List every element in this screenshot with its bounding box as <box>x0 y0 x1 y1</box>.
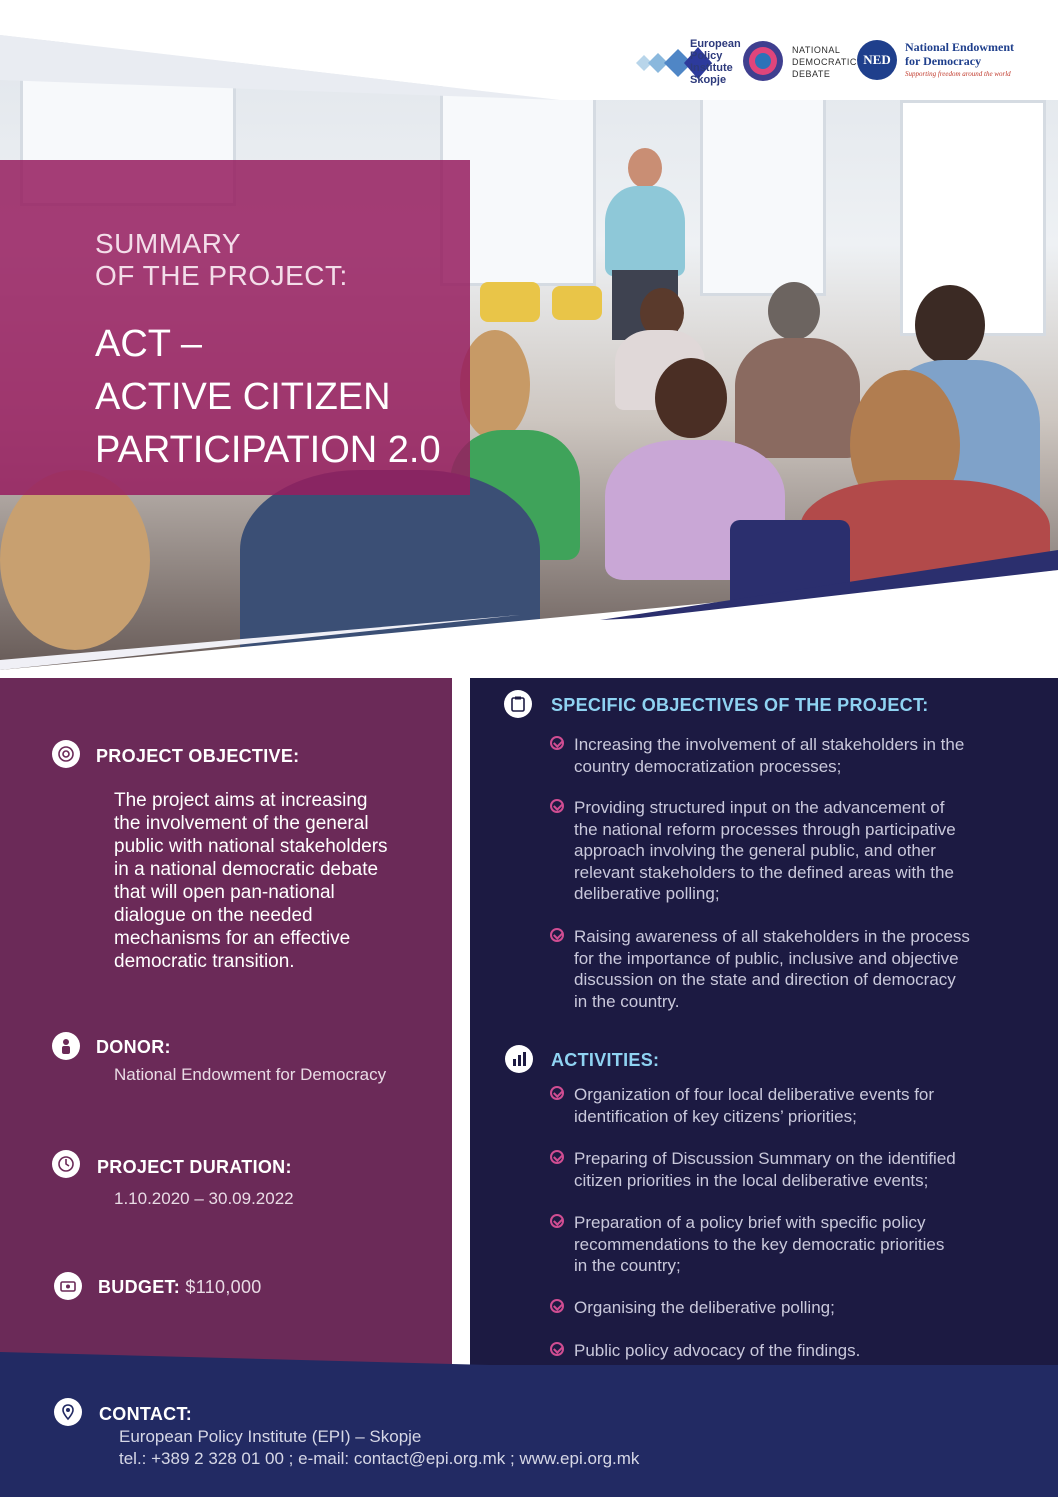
donor-icon <box>52 1032 80 1060</box>
activities-title: ACTIVITIES: <box>551 1050 660 1070</box>
objective-title: PROJECT OBJECTIVE: <box>96 746 300 766</box>
bar-chart-icon <box>505 1045 533 1073</box>
list-item: Organization of four local deliberative events for identification of key citizens’ priorities; <box>550 1084 990 1127</box>
budget-value: $110,000 <box>185 1277 262 1297</box>
budget-title: BUDGET: <box>98 1277 181 1297</box>
objective-text: The project aims at increasing the involvement of the general public with national stakeholders in a national democratic debate that will open pan-national dialogue on the needed mechanisms for an effective democratic transition. <box>114 790 388 972</box>
location-pin-icon <box>54 1398 82 1426</box>
check-circle-icon <box>550 799 564 813</box>
hero-cut-top <box>0 0 1058 100</box>
donor-value: National Endowment for Democracy <box>114 1065 387 1084</box>
clipboard-icon <box>504 690 532 718</box>
check-circle-icon <box>550 1086 564 1100</box>
presenter-head <box>628 148 662 188</box>
epi-logo-text: European Policy Institute Skopje <box>690 38 741 86</box>
duration-title: PROJECT DURATION: <box>97 1157 292 1177</box>
ndd-logo-text: NATIONAL DEMOCRATIC DEBATE <box>792 45 857 79</box>
check-circle-icon <box>550 1214 564 1228</box>
contact-org: European Policy Institute (EPI) – Skopje <box>119 1427 422 1446</box>
donor-title: DONOR: <box>96 1037 171 1057</box>
audience-head <box>768 282 820 340</box>
list-item: Preparation of a policy brief with specific policy recommendations to the key democratic priorities in the country; <box>550 1212 990 1277</box>
summary-heading: SUMMARY OF THE PROJECT: <box>95 228 348 291</box>
check-circle-icon <box>550 928 564 942</box>
list-item: Raising awareness of all stakeholders in the process for the importance of public, inclusive and objective discussion on the state and direction of democracy in the country. <box>550 926 990 1012</box>
list-item: Public policy advocacy of the findings. <box>550 1340 990 1362</box>
money-icon <box>54 1272 82 1300</box>
duration-value: 1.10.2020 – 30.09.2022 <box>114 1189 294 1208</box>
contact-title: CONTACT: <box>99 1404 193 1424</box>
audience-body <box>735 338 860 458</box>
ndd-logo-icon <box>742 40 784 82</box>
presenter-body <box>605 186 685 276</box>
audience-head <box>655 358 727 438</box>
chair <box>480 282 540 322</box>
audience-head <box>915 285 985 365</box>
ned-logo-tagline: Supporting freedom around the world <box>905 70 1011 78</box>
chair <box>552 286 602 320</box>
list-item: Increasing the involvement of all stakeholders in the country democratization processes; <box>550 734 990 777</box>
list-item: Providing structured input on the advancement of the national reform processes through participative approach involving the general public, and other relevant stakeholders to the defined areas with the deliberative polling; <box>550 797 990 905</box>
ned-logo-name: National Endowment for Democracy <box>905 40 1015 68</box>
contact-details[interactable]: tel.: +389 2 328 01 00 ; e-mail: contact@epi.org.mk ; www.epi.org.mk <box>119 1449 640 1468</box>
list-item: Organising the deliberative polling; <box>550 1297 990 1319</box>
check-circle-icon <box>550 736 564 750</box>
check-circle-icon <box>550 1150 564 1164</box>
check-circle-icon <box>550 1299 564 1313</box>
budget-row <box>98 1277 262 1298</box>
window <box>700 90 826 296</box>
target-icon <box>52 740 80 768</box>
project-title: ACT – ACTIVE CITIZEN PARTICIPATION 2.0 <box>95 323 441 471</box>
specific-objectives-title: SPECIFIC OBJECTIVES OF THE PROJECT: <box>551 695 929 715</box>
left-column <box>0 678 452 1368</box>
clock-icon <box>52 1150 80 1178</box>
list-item: Preparing of Discussion Summary on the identified citizen priorities in the local deliberative events; <box>550 1148 990 1191</box>
audience-head <box>460 330 530 440</box>
ned-logo-icon: NED <box>857 40 897 80</box>
